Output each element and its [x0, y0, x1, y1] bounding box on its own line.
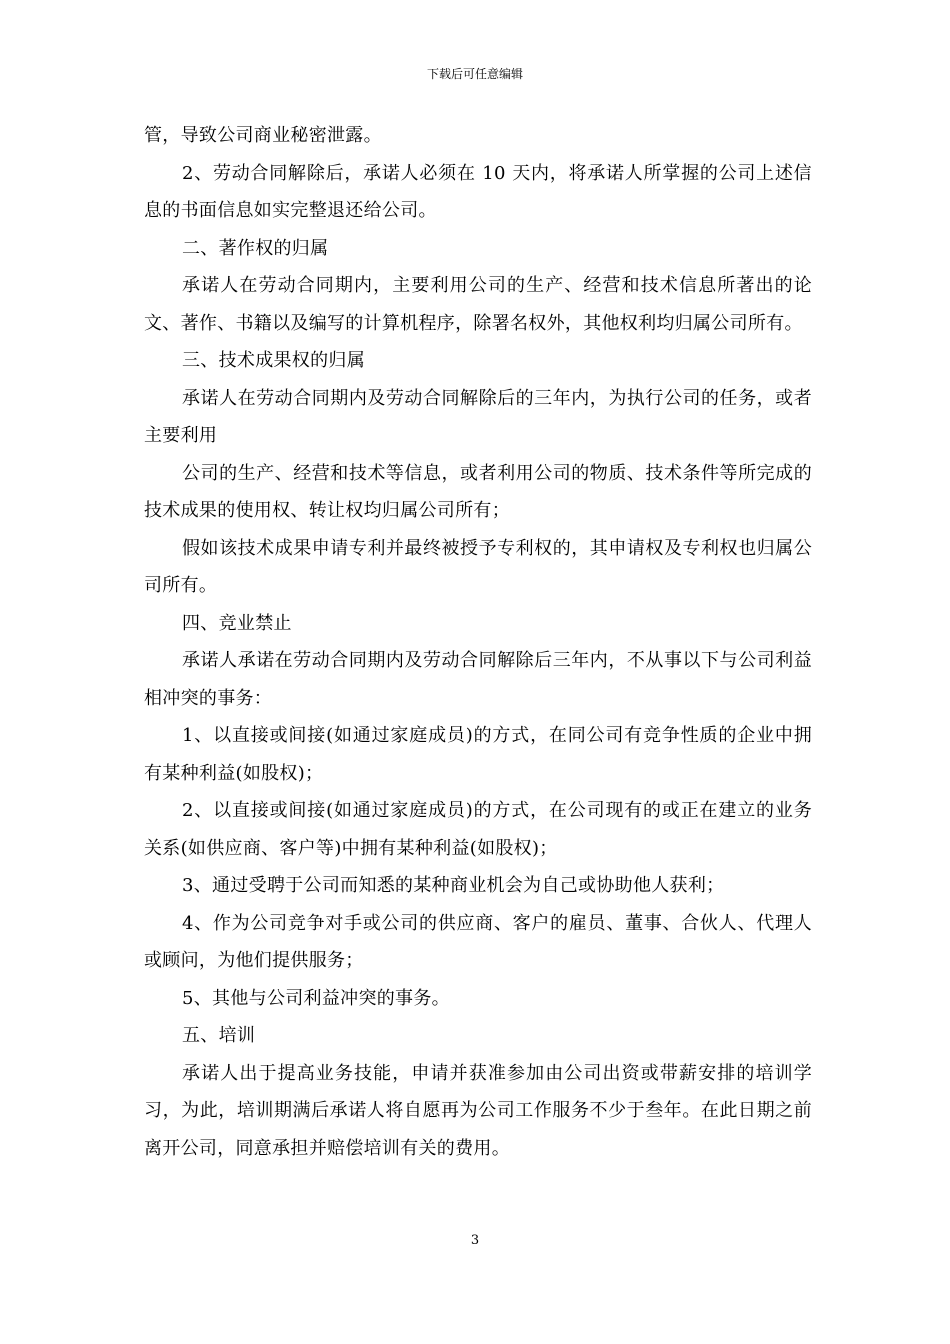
paragraph: 承诺人承诺在劳动合同期内及劳动合同解除后三年内，不从事以下与公司利益相冲突的事务： — [144, 650, 812, 709]
paragraph: 假如该技术成果申请专利并最终被授予专利权的，其申请权及专利权也归属公司所有。 — [144, 537, 812, 596]
list-item: 2、以直接或间接(如通过家庭成员)的方式，在公司现有的或正在建立的业务关系(如供应商、客户等)中拥有某种利益(如股权)； — [144, 800, 812, 859]
list-item: 4、作为公司竞争对手或公司的供应商、客户的雇员、董事、合伙人、代理人或顾问，为他们提供服务； — [144, 912, 812, 971]
paragraph: 承诺人出于提高业务技能，申请并获准参加由公司出资或带薪安排的培训学习，为此，培训期满后承诺人将自愿再为公司工作服务不少于叁年。在此日期之前离开公司，同意承担并赔偿培训有关的费用。 — [144, 1062, 812, 1159]
page-number: 3 — [470, 1233, 480, 1248]
paragraph: 承诺人在劳动合同期内及劳动合同解除后的三年内，为执行公司的任务，或者主要利用 — [144, 387, 812, 446]
paragraph: 管，导致公司商业秘密泄露。 — [144, 125, 382, 146]
paragraph: 2、劳动合同解除后，承诺人必须在 10 天内，将承诺人所掌握的公司上述信息的书面信息如实完整退还给公司。 — [144, 162, 812, 221]
paragraph: 承诺人在劳动合同期内，主要利用公司的生产、经营和技术信息所著出的论文、著作、书籍以及编写的计算机程序，除署名权外，其他权利均归属公司所有。 — [144, 275, 812, 334]
document-body — [144, 117, 812, 1167]
section-heading: 三、技术成果权的归属 — [182, 350, 365, 371]
section-heading: 五、培训 — [182, 1025, 256, 1046]
list-item: 5、其他与公司利益冲突的事务。 — [182, 987, 450, 1009]
list-item: 1、以直接或间接(如通过家庭成员)的方式，在同公司有竞争性质的企业中拥有某种利益(如股权)； — [144, 725, 812, 784]
page-header: 下载后可任意编辑 — [426, 67, 523, 81]
section-heading: 四、竞业禁止 — [182, 612, 292, 634]
paragraph: 公司的生产、经营和技术等信息，或者利用公司的物质、技术条件等所完成的技术成果的使用权、转让权均归属公司所有； — [144, 462, 812, 521]
section-heading: 二、著作权的归属 — [182, 237, 329, 259]
list-item: 3、通过受聘于公司而知悉的某种商业机会为自己或协助他人获利； — [182, 875, 725, 896]
